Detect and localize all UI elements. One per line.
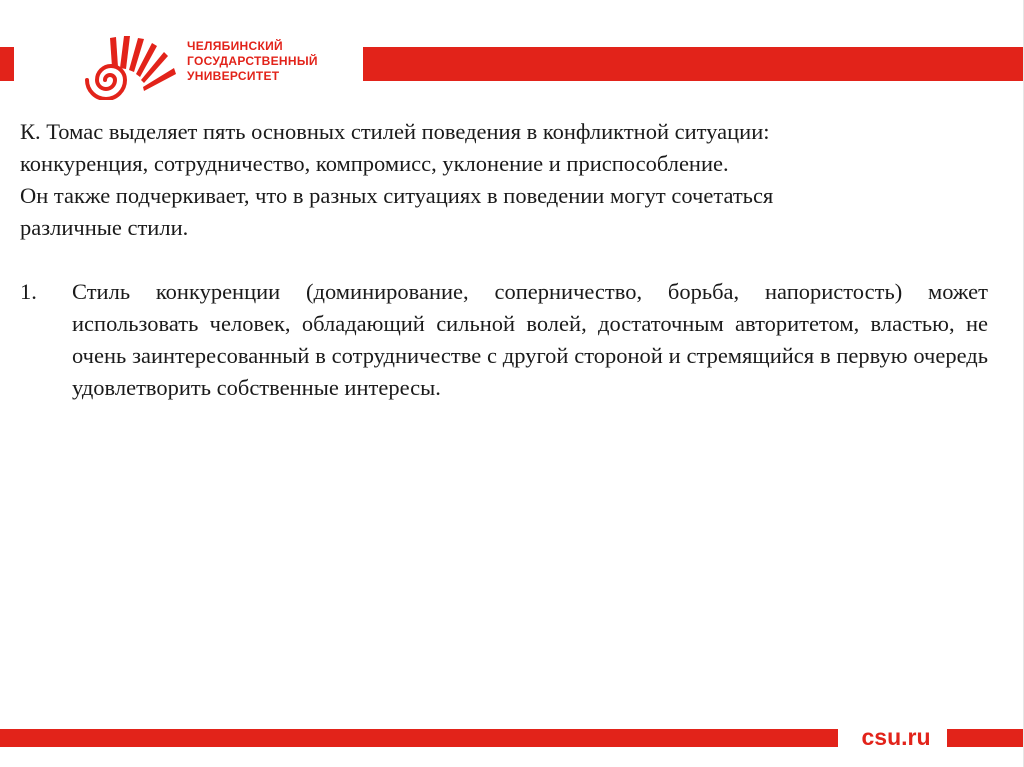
- list-item-text: Стиль конкуренции (доминирование, соперничество, борьба, напористость) может использовать человек, обладающий сильной волей, достаточным авторитетом, властью, не очень заинтересованный в сотрудничестве с другой стороной и стремящийся в первую очередь удовлетворить собственные интересы.: [72, 279, 988, 400]
- intro-line-3: Он также подчеркивает, что в разных ситуациях в поведении могут сочетаться: [20, 183, 774, 208]
- footer-bar-right: [947, 729, 1023, 747]
- university-name-line-2: ГОСУДАРСТВЕННЫЙ: [187, 54, 318, 68]
- site-url: csu.ru: [861, 724, 931, 750]
- header-bar-left: [0, 47, 14, 81]
- footer-bar-left: [0, 729, 838, 747]
- intro-paragraph: [20, 116, 988, 244]
- list-item: [20, 276, 988, 404]
- slide-content: [20, 116, 988, 404]
- intro-line-4: различные стили.: [20, 215, 189, 240]
- intro-line-2: конкуренция, сотрудничество, компромисс, уклонение и приспособление.: [20, 151, 729, 176]
- styles-list: [20, 276, 988, 404]
- list-item-number: 1.: [20, 279, 37, 304]
- spiral-rays-logo-icon: [80, 30, 178, 100]
- university-name-line-1: ЧЕЛЯБИНСКИЙ: [187, 39, 283, 53]
- header-bar-right: [363, 47, 1023, 81]
- university-name-line-3: УНИВЕРСИТЕТ: [187, 69, 280, 83]
- intro-line-1: К. Томас выделяет пять основных стилей поведения в конфликтной ситуации:: [20, 119, 770, 144]
- university-name: [187, 39, 318, 84]
